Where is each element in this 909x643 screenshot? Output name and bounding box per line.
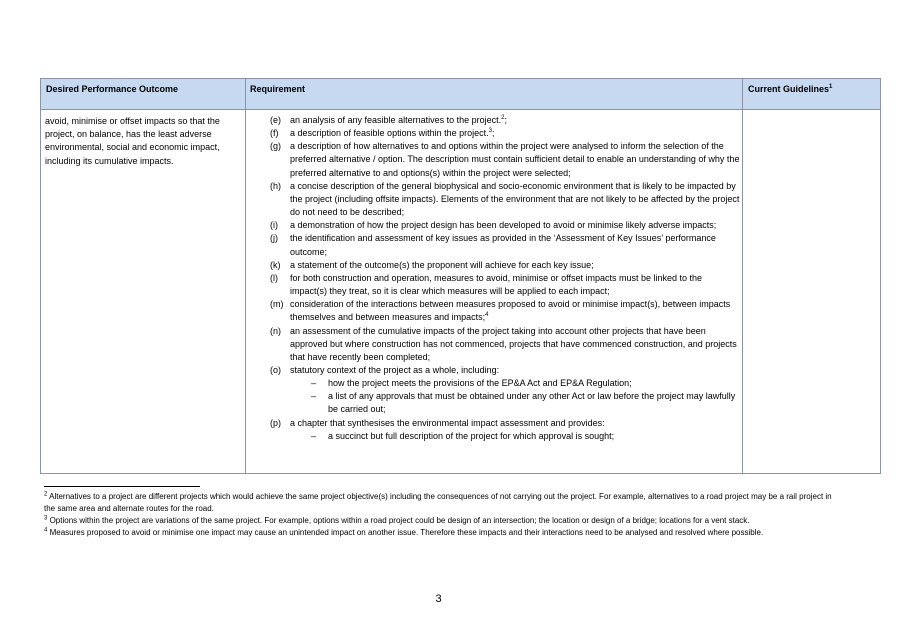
requirements-table	[40, 78, 881, 474]
item-text: for both construction and operation, measures to avoid, minimise or offset impacts must be linked to the impact(s) they treat, so it is clear which measures will be applied to each impact;	[290, 272, 703, 297]
table-header-row	[41, 79, 880, 110]
header-guidelines-note: 1	[829, 84, 833, 90]
item-text: a description of feasible options within the project.	[290, 128, 489, 139]
requirement-item	[246, 272, 740, 298]
footnotes	[44, 491, 836, 539]
dash-bullet: –	[311, 378, 317, 389]
item-label: (o)	[270, 364, 281, 375]
item-label: (p)	[270, 417, 281, 428]
dash-bullet: –	[311, 391, 317, 402]
item-label: (f)	[270, 128, 279, 139]
item-text: an analysis of any feasible alternatives to the project.	[290, 115, 502, 125]
requirement-item	[246, 364, 740, 377]
item-label: (m)	[270, 299, 284, 310]
requirement-item	[246, 219, 740, 232]
requirement-item	[246, 259, 740, 272]
page-number: 3	[435, 593, 442, 605]
item-text: a statement of the outcome(s) the proponent will achieve for each key issue;	[290, 259, 594, 270]
header-requirement: Requirement	[250, 84, 306, 94]
footnote-text: Alternatives to a project are different projects which would achieve the same project objective(s) including the consequences of not carrying out the project. For example, alternatives to a road project may be a rail project in the same area and alternate routes for the road.	[44, 492, 832, 513]
column-divider	[742, 79, 743, 473]
item-text: an assessment of the cumulative impacts of the project taking into account other projects that have been approved but where construction has not commenced, projects that have commenced construction, and projects that have recently been completed;	[290, 325, 737, 362]
item-label: (i)	[270, 220, 278, 231]
footnote-number: 4	[44, 527, 48, 534]
item-label: (l)	[270, 272, 278, 283]
item-text: a chapter that synthesises the environmental impact assessment and provides:	[290, 417, 605, 428]
requirement-item	[246, 127, 740, 140]
outcome-cell: avoid, minimise or offset impacts so that the project, on balance, has the least adverse environmental, social and economic impact, including its cumulative impacts.	[45, 116, 220, 166]
requirement-subitem	[246, 377, 740, 390]
item-label: (j)	[270, 233, 278, 244]
header-outcome: Desired Performance Outcome	[46, 84, 179, 94]
item-label: (g)	[270, 141, 281, 152]
footnote-ref: 3	[488, 128, 492, 135]
item-tail: ;	[491, 128, 495, 139]
footnote-text: Measures proposed to avoid or minimise one impact may cause an unintended impact on another issue. Therefore these impacts and their interactions need to be analysed and resolved where possible.	[49, 528, 764, 537]
item-label: (k)	[270, 259, 281, 270]
requirement-subitem	[246, 430, 740, 443]
requirement-item	[246, 180, 740, 219]
item-label: (n)	[270, 325, 281, 336]
item-text: a concise description of the general biophysical and socio-economic environment that is likely to be impacted by the project (including offsite impacts). Elements of the environment that are not likely to be affected by the project do not need to be described;	[290, 180, 740, 218]
footnote-number: 3	[44, 515, 48, 522]
header-guidelines-label: Current Guidelines	[748, 84, 830, 94]
footnote-text: Options within the project are variations of the same project. For example, options within a road project could be design of an intersection; the location or design of a bridge; locations for a vent stack.	[49, 516, 750, 525]
requirement-item	[246, 417, 740, 430]
requirement-item	[246, 298, 740, 324]
footnote-separator	[44, 486, 200, 487]
requirement-item	[246, 140, 740, 179]
header-guidelines	[748, 84, 832, 94]
requirement-item	[246, 325, 740, 364]
subitem-text: how the project meets the provisions of the EP&A Act and EP&A Regulation;	[328, 378, 632, 389]
item-text: statutory context of the project as a whole, including:	[290, 364, 500, 375]
item-text: consideration of the interactions between measures proposed to avoid or minimise impact(s), between impacts themselves and between measures and impacts;	[290, 299, 731, 323]
footnote	[44, 491, 836, 515]
item-label: (e)	[270, 115, 281, 125]
subitem-text: a succinct but full description of the project for which approval is sought;	[328, 430, 615, 441]
footnote-number: 2	[44, 491, 48, 498]
item-text: the identification and assessment of key issues as provided in the ‘Assessment of Key Issues’ performance outcome;	[290, 233, 716, 257]
requirement-item	[246, 232, 740, 258]
requirement-item	[246, 114, 740, 127]
subitem-text: a list of any approvals that must be obtained under any other Act or law before the project may lawfully be carried out;	[328, 391, 736, 415]
item-text: a description of how alternatives to and options within the project were analysed to inform the selection of the preferred alternative / option. The description must contain sufficient detail to enable an understanding of why the preferred alternative to and options(s) within the project were selected;	[290, 141, 740, 178]
item-tail: ;	[504, 115, 507, 125]
footnote	[44, 515, 836, 527]
item-text: a demonstration of how the project design has been developed to avoid or minimise likely adverse impacts;	[290, 220, 717, 231]
footnote	[44, 527, 836, 539]
requirement-subitem	[246, 390, 740, 416]
footnote-ref: 4	[485, 312, 489, 319]
dash-bullet: –	[311, 430, 317, 441]
footnote-ref: 2	[501, 115, 505, 121]
requirement-cell	[246, 114, 740, 443]
item-label: (h)	[270, 180, 281, 191]
